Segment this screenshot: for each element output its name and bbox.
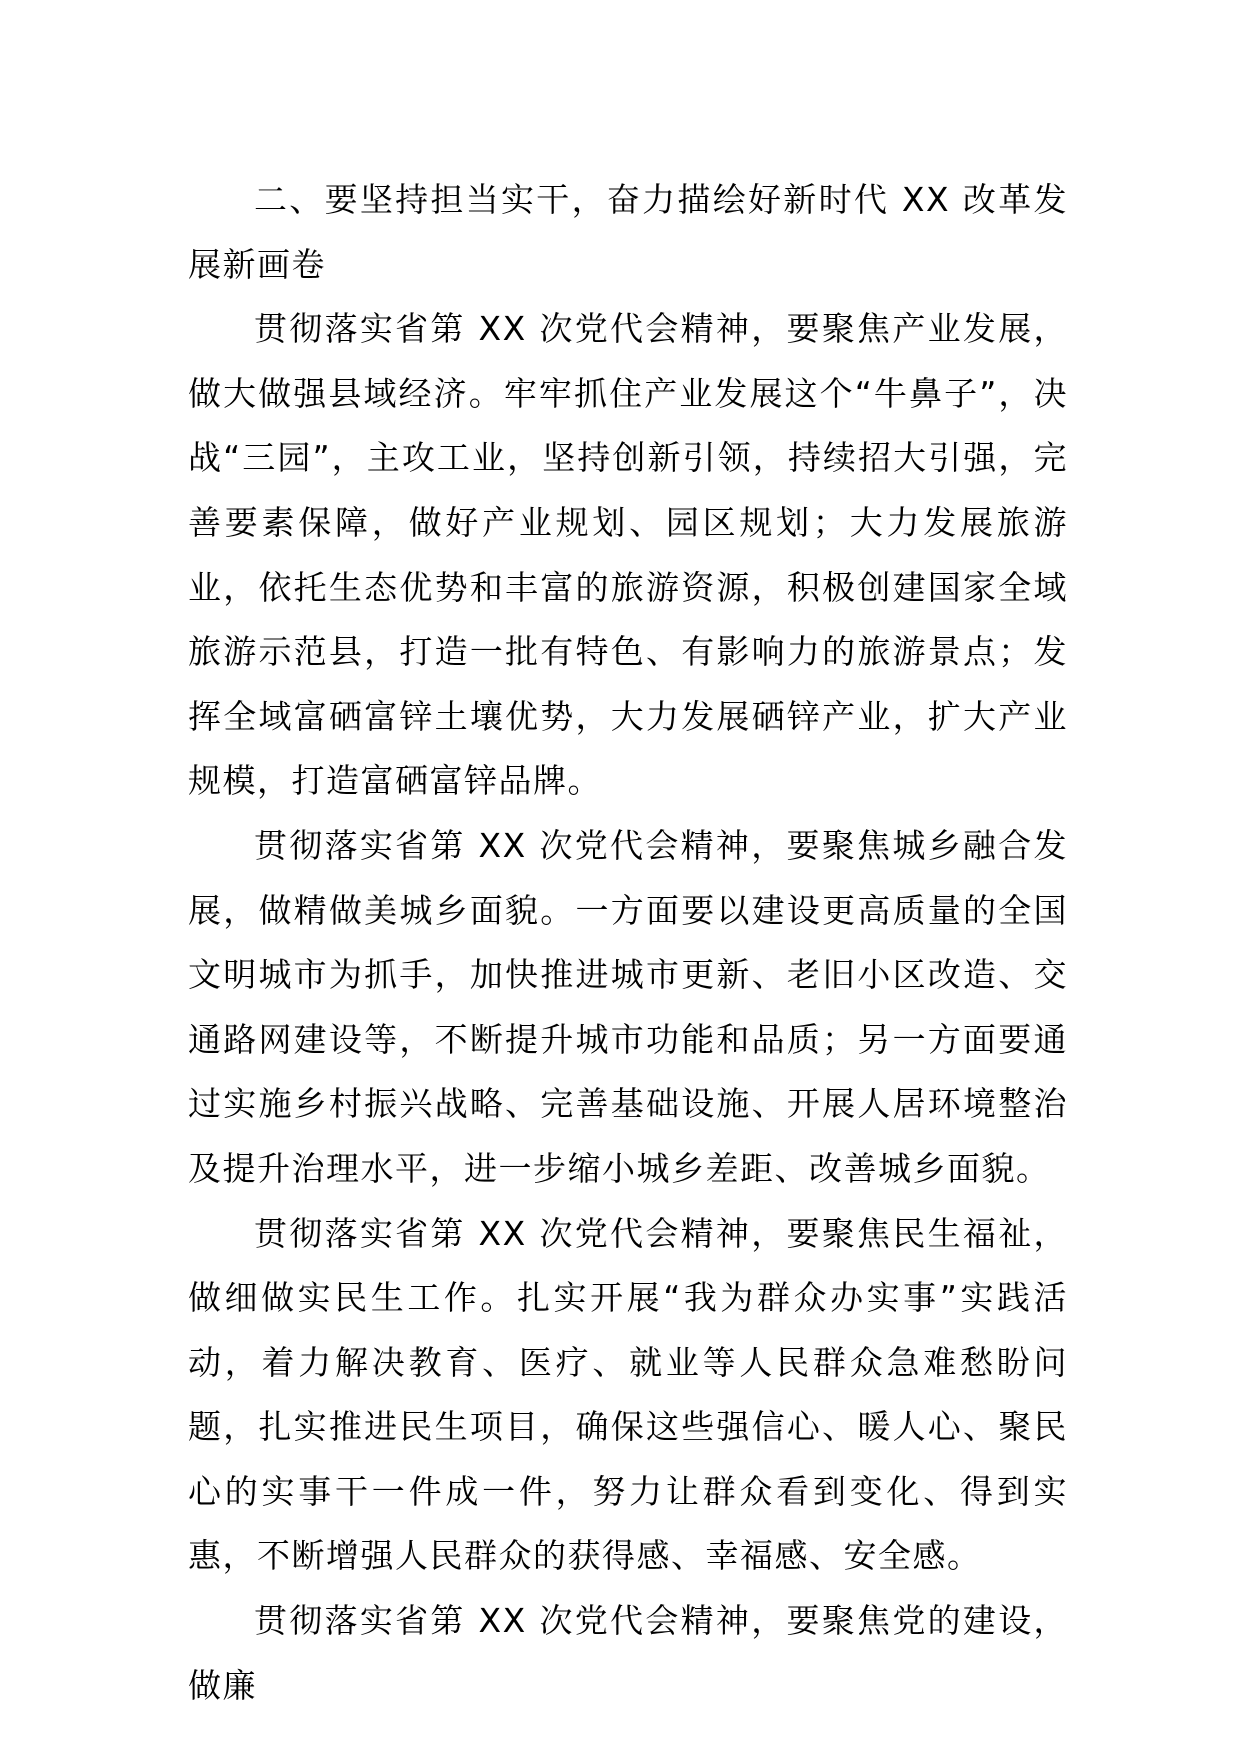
- section-heading: 二、要坚持担当实干，奋力描绘好新时代 XX 改革发展新画卷: [188, 180, 1068, 284]
- paragraph-party-building: 贯彻落实省第 XX 次党代会精神，要聚焦党的建设，做廉: [188, 1601, 1068, 1705]
- paragraph-livelihood: 贯彻落实省第 XX 次党代会精神，要聚焦民生福祉，做细做实民生工作。扎实开展“我为群众办实事”实践活动，着力解决教育、医疗、就业等人民群众急难愁盼问题，扎实推进民生项目，确保这些强信心、暖人心、聚民心的实事干一件成一件，努力让群众看到变化、得到实惠，不断增强人民群众的获得感、幸福感、安全感。: [188, 1213, 1068, 1576]
- paragraph-industry: 贯彻落实省第 XX 次党代会精神，要聚焦产业发展，做大做强县域经济。牢牢抓住产业发展这个“牛鼻子”，决战“三园”，主攻工业，坚持创新引领，持续招大引强，完善要素保障，做好产业规划、园区规划；大力发展旅游业，依托生态优势和丰富的旅游资源，积极创建国家全域旅游示范县，打造一批有特色、有影响力的旅游景点；发挥全域富硒富锌土壤优势，大力发展硒锌产业，扩大产业规模，打造富硒富锌品牌。: [188, 309, 1068, 801]
- document-body: [188, 168, 1068, 1718]
- paragraph-urban-rural: 贯彻落实省第 XX 次党代会精神，要聚焦城乡融合发展，做精做美城乡面貌。一方面要以建设更高质量的全国文明城市为抓手，加快推进城市更新、老旧小区改造、交通路网建设等，不断提升城市功能和品质；另一方面要通过实施乡村振兴战略、完善基础设施、开展人居环境整治及提升治理水平，进一步缩小城乡差距、改善城乡面貌。: [188, 825, 1068, 1188]
